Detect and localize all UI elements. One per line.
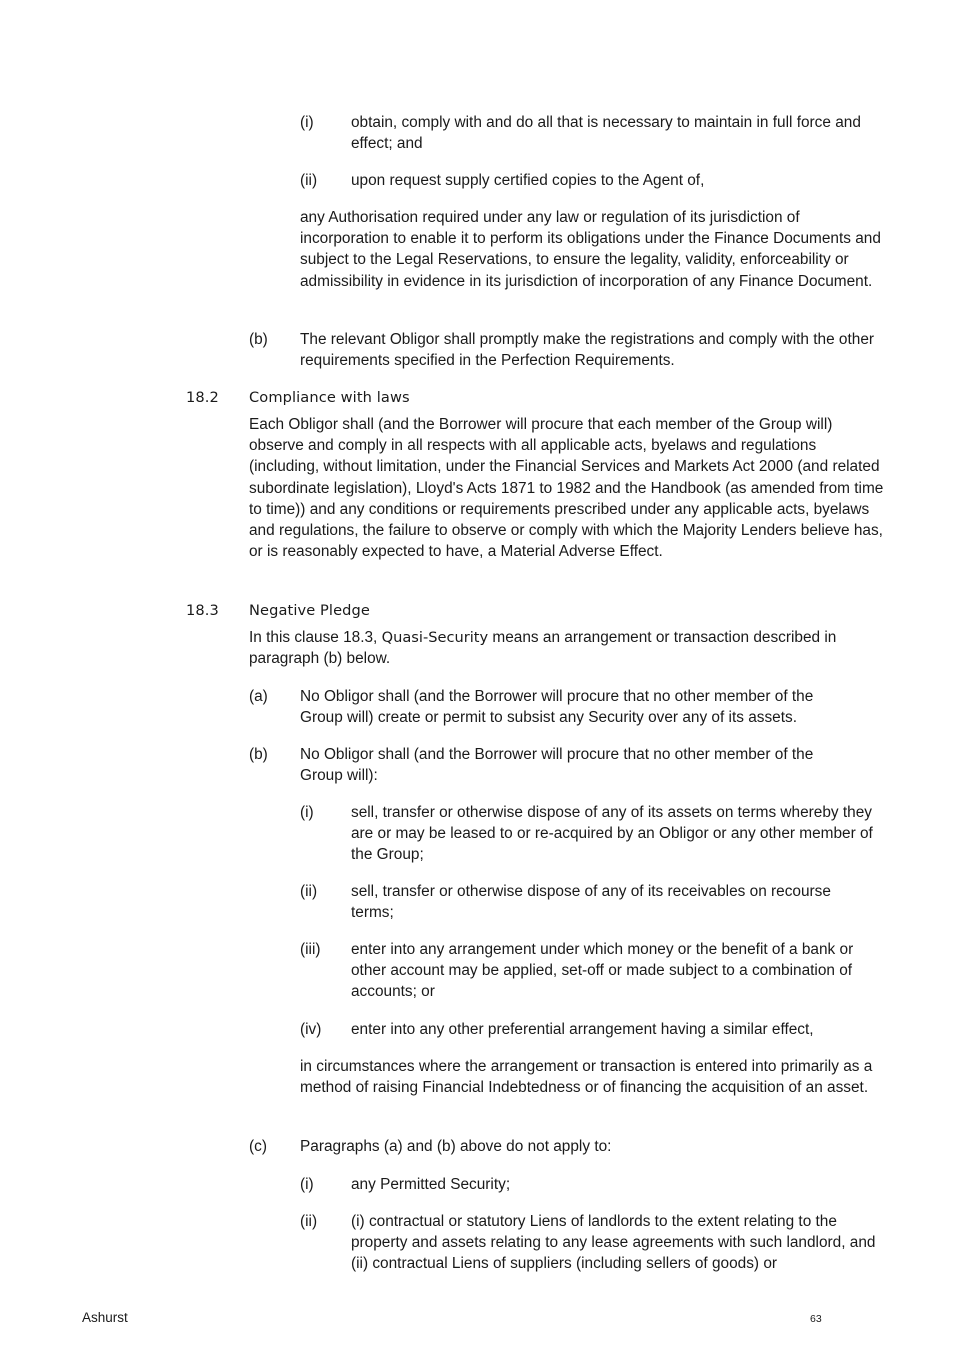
defined-term: Quasi-Security <box>381 629 489 646</box>
continuation-paragraph: any Authorisation required under any law or regulation of its jurisdiction of incorporation to enable it to perform its obligations under the Finance Documents and subject to the Legal Reservations, to ensure the legality, validity, enforceability or admissibility in evidence in its jurisdiction of incorporation of any Finance Document. <box>300 209 881 290</box>
list-label: (c) <box>249 1138 267 1155</box>
list-label: (ii) <box>300 172 318 189</box>
page-number: 63 <box>810 1313 822 1325</box>
section-heading: Compliance with laws <box>249 389 410 406</box>
continuation-paragraph: in circumstances where the arrangement or transaction is entered into primarily as a method of raising Financial Indebtedness or of financing the acquisition of an asset. <box>300 1058 873 1097</box>
list-label: (iv) <box>300 1021 322 1038</box>
list-item-text: enter into any arrangement under which money or the benefit of a bank or other account may be applied, set-off or made subject to a combination of accounts; or <box>351 941 854 1001</box>
list-item-text: No Obligor shall (and the Borrower will procure that no other member of the Group will): <box>300 746 814 785</box>
list-label: (iii) <box>300 941 321 958</box>
intro-text: In this clause 18.3, <box>249 629 382 646</box>
list-label: (i) <box>300 114 314 131</box>
list-label: (b) <box>249 331 268 348</box>
list-item-text: sell, transfer or otherwise dispose of any of its receivables on recourse terms; <box>351 883 831 922</box>
list-item-text: obtain, comply with and do all that is necessary to maintain in full force and effect; and <box>351 114 861 153</box>
list-item-text: The relevant Obligor shall promptly make the registrations and comply with the other requirements specified in the Perfection Requirements. <box>300 331 875 370</box>
list-item-text: any Permitted Security; <box>351 1176 511 1193</box>
section-heading: Negative Pledge <box>249 602 370 619</box>
section-number: 18.2 <box>186 389 219 406</box>
footer-firm-name: Ashurst <box>82 1310 128 1325</box>
list-label: (ii) <box>300 1213 318 1230</box>
section-body: Each Obligor shall (and the Borrower will procure that each member of the Group will) observe and comply in all respects with all applicable acts, byelaws and regulations (including, without limitation, under the Financial Services and Markets Act 2000 (and related subordinate legislation), Lloyd's Acts 1871 to 1982 and the Handbook (as amended from time to time)) and any conditions or requirements prescribed under any applicable acts, byelaws and regulations, the failure to observe or comply with which the Majority Lenders believe has, or is reasonably expected to have, a Material Adverse Effect. <box>249 416 884 561</box>
section-number: 18.3 <box>186 602 219 619</box>
definition-paragraph <box>249 627 885 669</box>
list-label: (i) <box>300 804 314 821</box>
list-item-text: sell, transfer or otherwise dispose of any of its assets on terms whereby they are or may be leased to or re-acquired by an Obligor or any other member of the Group; <box>351 804 873 864</box>
list-item-text: (i) contractual or statutory Liens of landlords to the extent relating to the property and assets relating to any lease agreements with such landlord, and (ii) contractual Liens of suppliers (including sellers of goods) or <box>351 1213 876 1273</box>
list-item-text: upon request supply certified copies to the Agent of, <box>351 172 705 189</box>
intro-text: means an arrangement or transaction described in paragraph (b) below. <box>249 629 837 668</box>
list-item-text: No Obligor shall (and the Borrower will procure that no other member of the Group will) create or permit to subsist any Security over any of its assets. <box>300 688 814 727</box>
list-label: (b) <box>249 746 268 763</box>
list-label: (a) <box>249 688 268 705</box>
list-label: (ii) <box>300 883 318 900</box>
list-item-text: Paragraphs (a) and (b) above do not apply to: <box>300 1138 612 1155</box>
list-item-text: enter into any other preferential arrangement having a similar effect, <box>351 1021 814 1038</box>
list-label: (i) <box>300 1176 314 1193</box>
